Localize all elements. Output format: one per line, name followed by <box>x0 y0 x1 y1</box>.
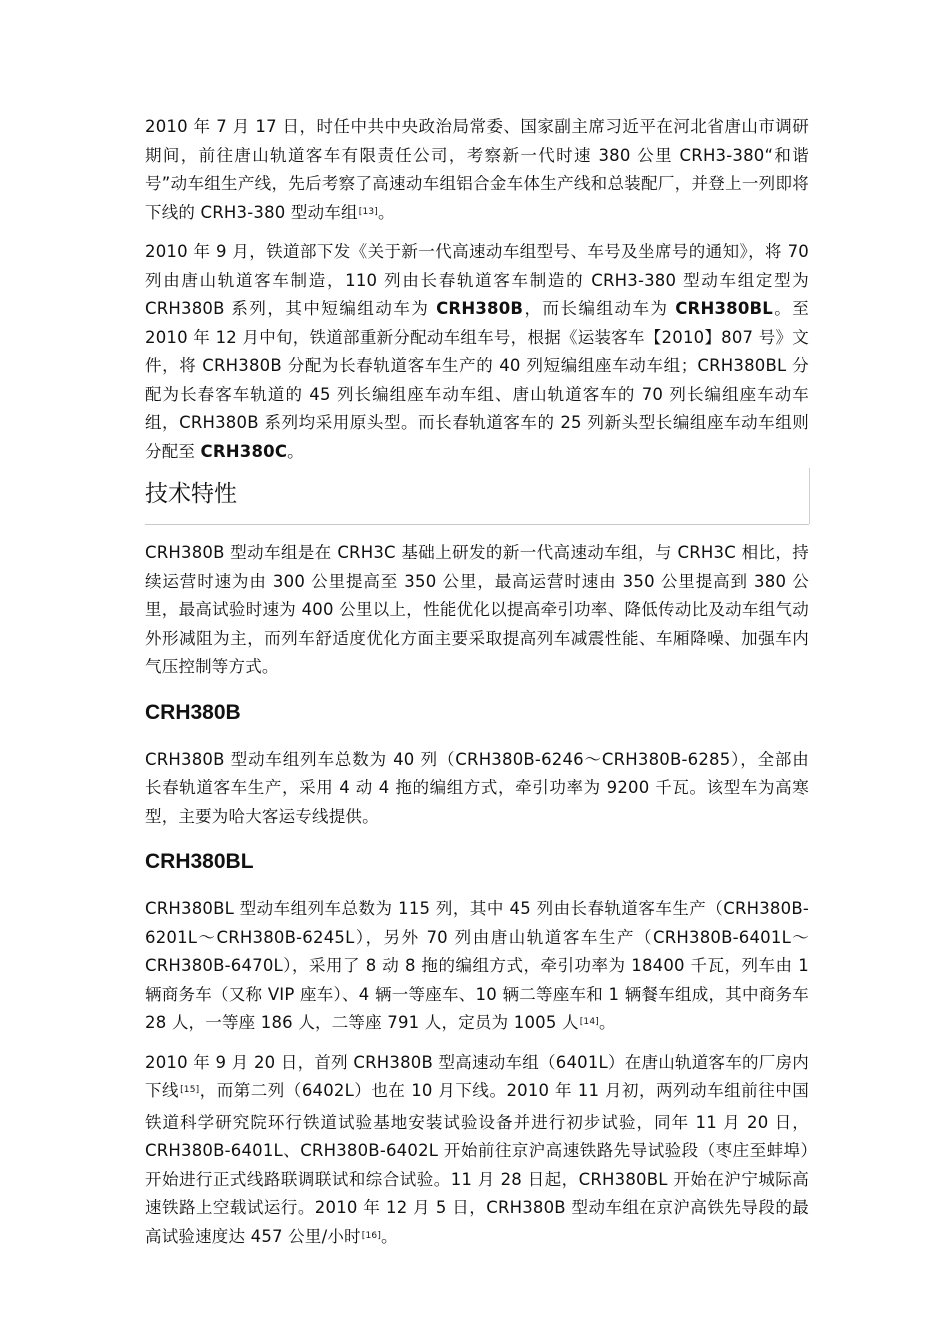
section-heading-technical-features: 技术特性 <box>145 481 237 507</box>
paragraph-text: CRH380BL 型动车组列车总数为 115 列，其中 45 列由长春轨道客车生产（CRH380B-6201L～CRH380B-6245L），另外 70 列由唐山轨道客车生产（CRH380B-6401L～CRH380B-6470L），采用了 8 动 8 拖的编组方式，牵引功率为 18400 千瓦，列车由 1 辆商务车（又称 VIP 座车）、4 辆一等座车、10 辆二等座车和 1 辆餐车组成，其中商务车 28 人，一等座 186 人，二等座 791 人，定员为 1005 人 <box>145 899 809 1032</box>
citation-link-15[interactable]: [15] <box>180 1085 200 1095</box>
section-heading-box <box>145 474 809 525</box>
paragraph-text: 。 <box>381 1226 398 1246</box>
citation-link-13[interactable]: [13] <box>358 206 379 217</box>
paragraph-text: 2010 年 7 月 17 日，时任中共中央政治局常委、国家副主席习近平在河北省唐山市调研期间，前往唐山轨道客车有限责任公司，考察新一代时速 380 公里 CRH3-380“和谐号”动车组生产线，先后考察了高速动车组铝合金车体生产线和总装配厂，并登上一列即将下线的 CRH3-380 型动车组 <box>145 117 809 222</box>
paragraph-text: 2010 年 9 月，铁道部下发《关于新一代高速动车组型号、车号及坐席号的通知》，将 70 列由唐山轨道客车制造，110 列由长春轨道客车制造的 CRH3-380 型动车组定型为 CRH380B 系列，其中短编组动车为 <box>145 242 809 318</box>
heading-divider <box>809 468 810 524</box>
bold-model-crh380b: CRH380B <box>436 299 524 318</box>
paragraph-crh380b: CRH380B 型动车组列车总数为 40 列（CRH380B-6246～CRH380B-6285），全部由长春轨道客车生产，采用 4 动 4 拖的编组方式，牵引功率为 9200 千瓦。该型车为高寒型，主要为哈大客运专线提供。 <box>145 749 809 826</box>
citation-link-16[interactable]: [16] <box>361 1230 382 1241</box>
paragraph-2010-july-visit <box>145 113 809 230</box>
paragraph-text: 。 <box>378 202 395 222</box>
subheading-crh380b: CRH380B <box>145 700 241 724</box>
paragraph-crh380bl <box>145 895 809 1041</box>
paragraph-text: 。至 2010 年 12 月中旬，铁道部重新分配动车组车号，根据《运装客车【2010】807 号》文件，将 CRH380B 分配为长春轨道客车生产的 40 列短编组座车动车组；CRH380BL 分配为长春客车轨道的 45 列长编组座车动车组、唐山轨道客车的 70 列长编组座车动车组，CRH380B 系列均采用原头型。而长春轨道客车的 25 列新头型长编组座车动车组则分配至 <box>145 299 810 461</box>
paragraph-text: ，而长编组动车为 <box>523 299 676 318</box>
citation-link-14[interactable]: [14] <box>579 1017 599 1027</box>
paragraph-2010-september-naming <box>145 238 809 466</box>
document-body <box>145 113 809 1262</box>
paragraph-text: 2010 年 9 月 20 日，首列 CRH380B 型高速动车组（6401L）在唐山轨道客车的厂房内下线 <box>145 1052 809 1100</box>
paragraph-technical-features: CRH380B 型动车组是在 CRH3C 基础上研发的新一代高速动车组，与 CRH3C 相比，持续运营时速为由 300 公里提高至 350 公里，最高运营时速由 350 公里提高到 380 公里，最高试验时速为 400 公里以上，性能优化以提高牵引功率、降低传动比及动车组气动外形减阻为主，而列车舒适度优化方面主要采取提高列车减震性能、车厢降噪、加强车内气压控制等方式。 <box>145 543 809 676</box>
bold-model-crh380bl: CRH380BL <box>675 299 773 318</box>
paragraph-text: 。 <box>287 441 304 461</box>
subheading-crh380bl: CRH380BL <box>145 850 254 873</box>
bold-model-crh380c: CRH380C <box>200 441 288 461</box>
paragraph-text: 。 <box>598 1013 616 1032</box>
paragraph-text: ，而第二列（6402L）也在 10 月下线。2010 年 11 月初，两列动车组前往中国铁道科学研究院环行铁道试验基地安装试验设备并进行初步试验，同年 11 月 20 日，CRH380B-6401L、CRH380B-6402L 开始前往京沪高速铁路先导试验段（枣庄至蚌埠）开始进行正式线路联调联试和综合试验。11 月 28 日起，CRH380BL 开始在沪宁城际高速铁路上空载试运行。2010 年 12 月 5 日，CRH380B 型动车组在京沪高铁先导段的最高试验速度达 457 公里/小时 <box>145 1081 809 1246</box>
paragraph-first-rollout-tests <box>145 1049 809 1255</box>
